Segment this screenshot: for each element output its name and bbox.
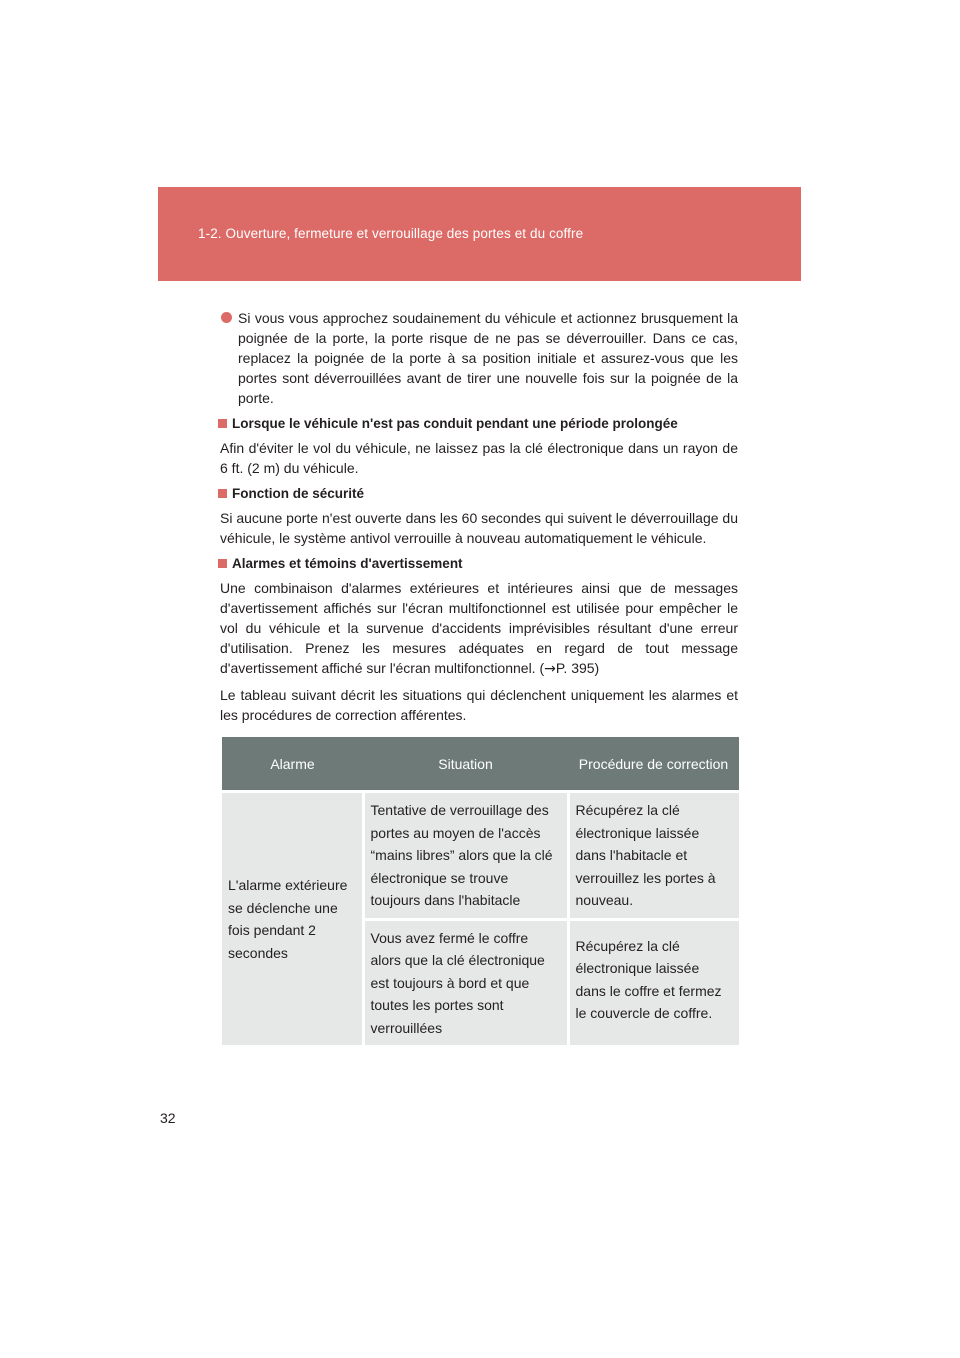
- table-row: [222, 792, 739, 920]
- section-heading-text: Fonction de sécurité: [232, 486, 365, 501]
- paragraph-long-period: Afin d'éviter le vol du véhicule, ne laissez pas la clé électronique dans un rayon de 6 ft. (2 m) du véhicule.: [220, 440, 738, 476]
- situation-cell: Tentative de verrouillage des portes au moyen de l'accès “mains libres” alors que la clé électronique se trouve toujours dans l'habitacle: [363, 792, 568, 920]
- correction-cell: Récupérez la clé électronique laissée dans le coffre et fermez le couvercle de coffre.: [568, 919, 739, 1045]
- section-heading-alarms: [218, 554, 738, 574]
- correction-cell: Récupérez la clé électronique laissée dans l'habitacle et verrouillez les portes à nouveau.: [568, 792, 739, 920]
- chapter-title: 1-2. Ouverture, fermeture et verrouillage des portes et du coffre: [198, 226, 584, 241]
- bullet-dot-icon: [221, 312, 232, 323]
- bullet-text: Si vous vous approchez soudainement du véhicule et actionnez brusquement la poignée de la porte, la porte risque de ne pas se déverrouiller. Dans ce cas, replacez la poignée de la porte à sa position initiale et assurez-vous que les portes sont déverrouillées avant de tirer une nouvelle fois sur la poignée de la porte.: [238, 310, 738, 406]
- reference-arrow-icon: →: [544, 661, 556, 677]
- alarm-cell: L'alarme extérieure se déclenche une fois pendant 2 secondes: [222, 792, 363, 1046]
- header-procedure: Procédure de correction: [568, 737, 739, 792]
- situation-cell: Vous avez fermé le coffre alors que la clé électronique est toujours à bord et que toutes les portes sont verrouillées: [363, 919, 568, 1045]
- header-situation: Situation: [363, 737, 568, 792]
- page-number: 32: [160, 1110, 176, 1126]
- alarm-table-grid: [222, 737, 739, 1045]
- paragraph-table-intro: Le tableau suivant décrit les situations qui déclenchent uniquement les alarmes et les procédures de correction afférentes.: [220, 687, 738, 723]
- paragraph-alarms: [220, 578, 738, 679]
- paragraph-security: Si aucune porte n'est ouverte dans les 60 secondes qui suivent le déverrouillage du véhicule, le système antivol verrouille à nouveau automatiquement le véhicule.: [220, 510, 738, 546]
- square-bullet-icon: [218, 419, 227, 428]
- chapter-header-band: [158, 187, 801, 281]
- square-bullet-icon: [218, 489, 227, 498]
- page-reference-link[interactable]: P. 395): [555, 660, 600, 676]
- section-heading-long-period: [218, 414, 738, 434]
- header-alarme: Alarme: [222, 737, 363, 792]
- main-content: [220, 308, 738, 731]
- alarm-table: [222, 737, 739, 1045]
- section-heading-text: Lorsque le véhicule n'est pas conduit pendant une période prolongée: [232, 416, 678, 431]
- square-bullet-icon: [218, 559, 227, 568]
- paragraph-alarms-text: Une combinaison d'alarmes extérieures et intérieures ainsi que de messages d'avertissement affichés sur l'écran multifonctionnel est utilisée pour empêcher le vol du véhicule et la survenue d'accidents imprévisibles résultant d'une erreur d'utilisation. Prenez les mesures adéquates en regard de tout message d'avertissement affiché sur l'écran multifonctionnel. (: [220, 580, 738, 676]
- bullet-item: [220, 308, 738, 408]
- table-header-row: [222, 737, 739, 792]
- section-heading-security: [218, 484, 738, 504]
- section-heading-text: Alarmes et témoins d'avertissement: [232, 556, 463, 571]
